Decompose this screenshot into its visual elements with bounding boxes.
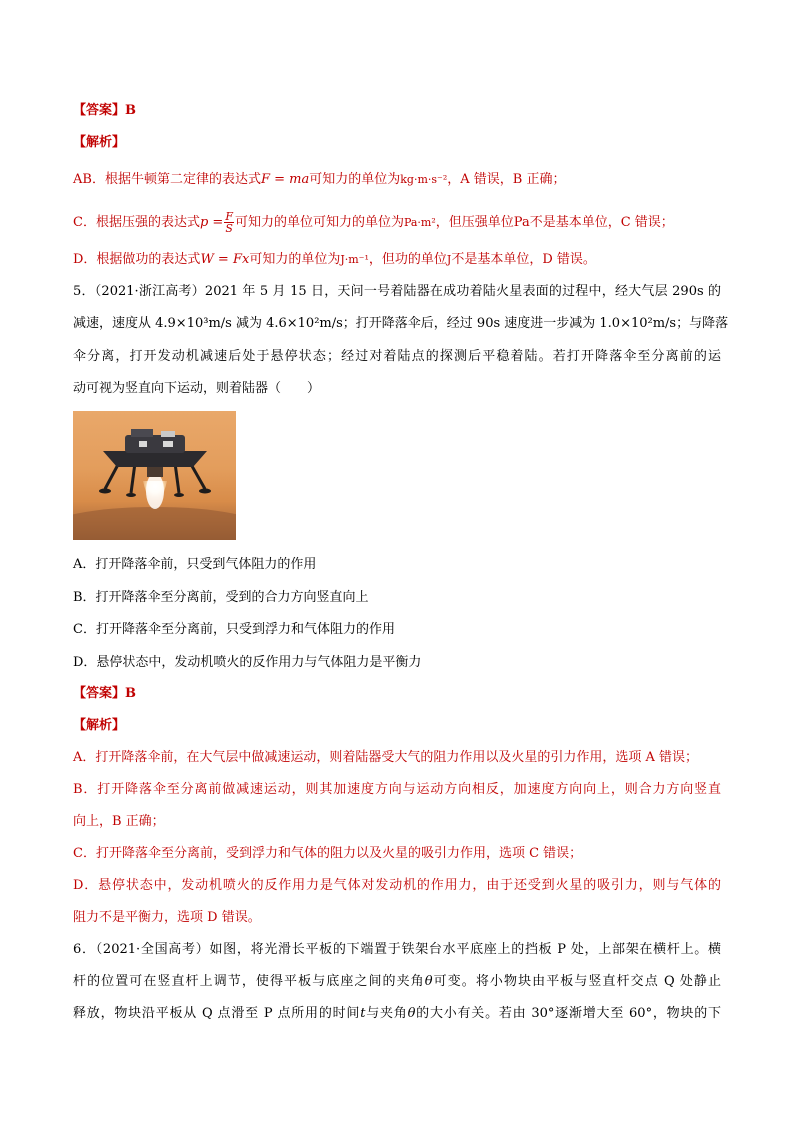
text: 的大小有关。若由 30°逐渐增大至 60°，物块的下 — [415, 1006, 721, 1021]
fraction — [224, 211, 234, 234]
answer-label: 【答案】 — [73, 103, 126, 118]
formula: p = — [199, 215, 224, 230]
lander-leg — [175, 463, 179, 493]
q5-option-c: C．打开降落伞至分离前，只受到浮力和气体阻力的作用 — [73, 622, 395, 637]
formula: W = Fx — [200, 252, 250, 267]
q4-analysis-c — [73, 211, 674, 234]
unit: Pa·m² — [403, 216, 436, 229]
text: 杆的位置可在竖直杆上调节，使得平板与底座之间的夹角 — [73, 974, 425, 989]
rover-detail — [163, 441, 173, 447]
text: AB．根据牛顿第二定律的表达式 — [73, 172, 261, 187]
fraction-denominator: S — [225, 222, 233, 235]
rover-top — [125, 435, 185, 453]
q6-line2 — [73, 974, 721, 990]
text: 与夹角 — [365, 1006, 408, 1021]
q5-stem-line4: 动可视为竖直向下运动，则着陆器（ ） — [73, 381, 321, 396]
q4-analysis-ab — [73, 172, 565, 188]
q6-line3 — [73, 1006, 721, 1022]
lander-body — [103, 451, 207, 467]
engine-nozzle — [147, 467, 163, 477]
rover-mast — [131, 429, 153, 437]
q5-option-a: A．打开降落伞前，只受到气体阻力的作用 — [73, 557, 317, 572]
q5-stem-line2: 减速，速度从 4.9×10³m/s 减为 4.6×10²m/s；打开降落伞后，经过 90s 速度进一步减为 1.0×10²m/s；与降落 — [73, 316, 729, 331]
rover-panel — [161, 431, 175, 437]
q4-answer — [73, 103, 136, 119]
unit: J·m⁻¹ — [340, 253, 369, 266]
fraction-numerator: F — [225, 210, 233, 223]
text: 不是基本单位，D 错误。 — [451, 252, 596, 267]
q5-option-d: D．悬停状态中，发动机喷火的反作用力与气体阻力是平衡力 — [73, 655, 422, 670]
text: 释放，物块沿平板从 Q 点滑至 P 点所用的时间 — [73, 1006, 361, 1021]
footpad — [126, 493, 136, 497]
formula: F = ma — [260, 172, 310, 187]
q5-stem-line1: 5．（2021·浙江高考）2021 年 5 月 15 日，天问一号着陆器在成功着陆火星表面的过程中，经大气层 290s 的 — [73, 284, 721, 299]
answer-value: B — [125, 686, 137, 701]
q5-analysis-b: B．打开降落伞至分离前做减速运动，则其加速度方向与运动方向相反，加速度方向向上，则合力方向竖直 — [73, 782, 721, 797]
symbol-t: t — [360, 1006, 366, 1021]
text: 不是基本单位，C 错误； — [529, 215, 674, 230]
text: 可知力的单位可知力的单位为 — [234, 215, 404, 230]
ground — [73, 507, 236, 540]
symbol-theta: θ — [407, 1006, 416, 1021]
flame-core — [146, 473, 164, 509]
lander-illustration — [73, 411, 236, 540]
mars-lander-image — [73, 411, 236, 540]
text: 可变。将小物块由平板与竖直杆交点 Q 处静止 — [432, 974, 721, 989]
unit: kg·m·s⁻² — [400, 173, 448, 186]
symbol-theta: θ — [424, 974, 433, 989]
rover-detail — [139, 441, 147, 447]
answer-label: 【答案】 — [73, 686, 126, 701]
text: C．根据压强的表达式 — [73, 215, 200, 230]
footpad — [174, 493, 184, 497]
q6-line1: 6．（2021·全国高考）如图，将光滑长平板的下端置于铁架台水平底座上的挡板 P 处，上部架在横杆上。横 — [73, 942, 721, 957]
text: D．根据做功的表达式 — [73, 252, 201, 267]
q5-answer — [73, 686, 136, 702]
unit: J — [446, 253, 452, 266]
q5-analysis-c: C．打开降落伞至分离前，受到浮力和气体的阻力以及火星的吸引力作用，选项 C 错误； — [73, 846, 583, 861]
footpad — [199, 489, 211, 494]
q5-analysis-label: 【解析】 — [73, 718, 126, 733]
q4-analysis-d — [73, 252, 596, 268]
text: ，但功的单位 — [368, 252, 447, 267]
unit: Pa — [513, 215, 530, 230]
q5-analysis-d: D．悬停状态中，发动机喷火的反作用力是气体对发动机的作用力，由于还受到火星的吸引力，则与气体的 — [73, 878, 721, 893]
q5-analysis-a: A．打开降落伞前，在大气层中做减速运动，则着陆器受大气的阻力作用以及火星的引力作用，选项 A 错误； — [73, 750, 699, 765]
q5-option-b: B．打开降落伞至分离前，受到的合力方向竖直向上 — [73, 590, 369, 605]
q5-analysis-d-cont: 阻力不是平衡力，选项 D 错误。 — [73, 910, 261, 925]
q5-stem-line3: 伞分离，打开发动机减速后处于悬停状态；经过对着陆点的探测后平稳着陆。若打开降落伞至分离前的运 — [73, 349, 721, 364]
footpad — [99, 489, 111, 494]
q5-analysis-b-cont: 向上，B 正确； — [73, 814, 165, 829]
q4-analysis-label: 【解析】 — [73, 135, 126, 150]
text: 可知力的单位为 — [249, 252, 341, 267]
text: 可知力的单位为 — [309, 172, 401, 187]
text: ，但压强单位 — [435, 215, 514, 230]
answer-value: B — [125, 103, 137, 118]
lander-leg — [131, 463, 135, 493]
text: ，A 错误，B 正确； — [447, 172, 566, 187]
